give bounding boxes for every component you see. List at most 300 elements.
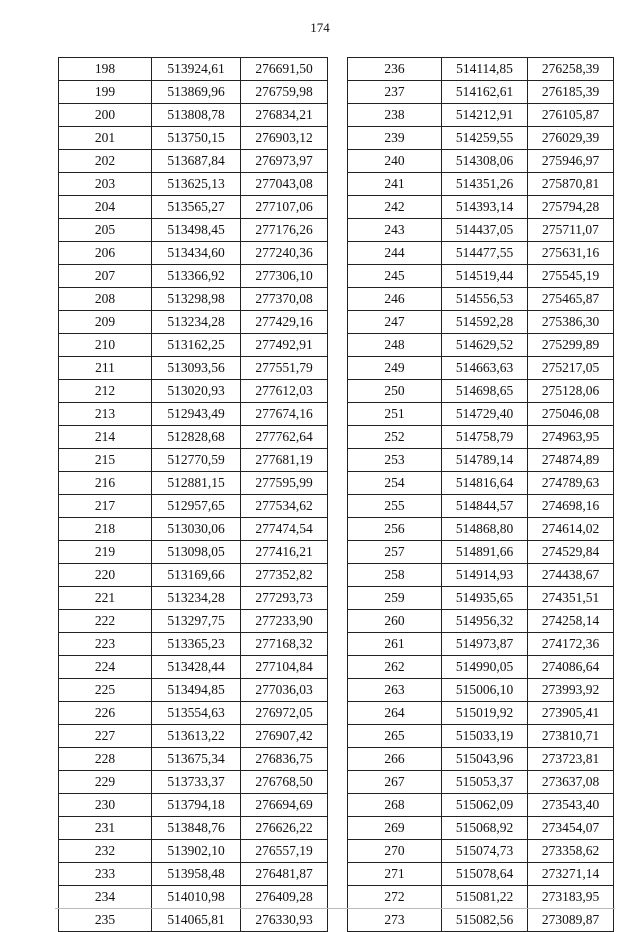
table-row bbox=[348, 81, 614, 104]
point-number-cell: 219 bbox=[59, 541, 152, 564]
y-coordinate-cell: 273905,41 bbox=[528, 702, 614, 725]
table-row bbox=[59, 265, 328, 288]
point-number-cell: 269 bbox=[348, 817, 442, 840]
x-coordinate-cell: 515033,19 bbox=[442, 725, 528, 748]
table-row bbox=[59, 242, 328, 265]
y-coordinate-cell: 277762,64 bbox=[241, 426, 328, 449]
x-coordinate-cell: 514308,06 bbox=[442, 150, 528, 173]
x-coordinate-cell: 514935,65 bbox=[442, 587, 528, 610]
table-left-body bbox=[59, 58, 328, 932]
y-coordinate-cell: 276258,39 bbox=[528, 58, 614, 81]
table-row bbox=[348, 495, 614, 518]
y-coordinate-cell: 275386,30 bbox=[528, 311, 614, 334]
y-coordinate-cell: 277370,08 bbox=[241, 288, 328, 311]
point-number-cell: 200 bbox=[59, 104, 152, 127]
y-coordinate-cell: 275545,19 bbox=[528, 265, 614, 288]
x-coordinate-cell: 513030,06 bbox=[152, 518, 241, 541]
point-number-cell: 254 bbox=[348, 472, 442, 495]
y-coordinate-cell: 273993,92 bbox=[528, 679, 614, 702]
y-coordinate-cell: 273637,08 bbox=[528, 771, 614, 794]
table-row bbox=[348, 610, 614, 633]
x-coordinate-cell: 513848,76 bbox=[152, 817, 241, 840]
table-row bbox=[59, 656, 328, 679]
x-coordinate-cell: 513162,25 bbox=[152, 334, 241, 357]
table-row bbox=[59, 472, 328, 495]
y-coordinate-cell: 277043,08 bbox=[241, 173, 328, 196]
table-row bbox=[348, 449, 614, 472]
point-number-cell: 238 bbox=[348, 104, 442, 127]
table-row bbox=[59, 817, 328, 840]
y-coordinate-cell: 275217,05 bbox=[528, 357, 614, 380]
table-row bbox=[348, 518, 614, 541]
table-row bbox=[59, 449, 328, 472]
x-coordinate-cell: 514212,91 bbox=[442, 104, 528, 127]
y-coordinate-cell: 274529,84 bbox=[528, 541, 614, 564]
x-coordinate-cell: 513366,92 bbox=[152, 265, 241, 288]
x-coordinate-cell: 512943,49 bbox=[152, 403, 241, 426]
table-row bbox=[348, 242, 614, 265]
point-number-cell: 216 bbox=[59, 472, 152, 495]
point-number-cell: 231 bbox=[59, 817, 152, 840]
table-row bbox=[348, 311, 614, 334]
x-coordinate-cell: 515078,64 bbox=[442, 863, 528, 886]
x-coordinate-cell: 513428,44 bbox=[152, 656, 241, 679]
x-coordinate-cell: 513498,45 bbox=[152, 219, 241, 242]
coordinates-table-right bbox=[347, 57, 614, 932]
y-coordinate-cell: 275946,97 bbox=[528, 150, 614, 173]
y-coordinate-cell: 277681,19 bbox=[241, 449, 328, 472]
x-coordinate-cell: 513093,56 bbox=[152, 357, 241, 380]
table-row bbox=[348, 219, 614, 242]
table-row bbox=[348, 472, 614, 495]
y-coordinate-cell: 275465,87 bbox=[528, 288, 614, 311]
table-row bbox=[59, 288, 328, 311]
y-coordinate-cell: 274614,02 bbox=[528, 518, 614, 541]
x-coordinate-cell: 513613,22 bbox=[152, 725, 241, 748]
x-coordinate-cell: 514114,85 bbox=[442, 58, 528, 81]
x-coordinate-cell: 514698,65 bbox=[442, 380, 528, 403]
point-number-cell: 270 bbox=[348, 840, 442, 863]
x-coordinate-cell: 513020,93 bbox=[152, 380, 241, 403]
table-row bbox=[59, 127, 328, 150]
point-number-cell: 226 bbox=[59, 702, 152, 725]
point-number-cell: 198 bbox=[59, 58, 152, 81]
x-coordinate-cell: 514393,14 bbox=[442, 196, 528, 219]
x-coordinate-cell: 514592,28 bbox=[442, 311, 528, 334]
y-coordinate-cell: 274351,51 bbox=[528, 587, 614, 610]
y-coordinate-cell: 277551,79 bbox=[241, 357, 328, 380]
point-number-cell: 220 bbox=[59, 564, 152, 587]
table-row bbox=[348, 679, 614, 702]
x-coordinate-cell: 513675,34 bbox=[152, 748, 241, 771]
y-coordinate-cell: 276557,19 bbox=[241, 840, 328, 863]
table-row bbox=[59, 81, 328, 104]
y-coordinate-cell: 276481,87 bbox=[241, 863, 328, 886]
table-row bbox=[59, 863, 328, 886]
table-row bbox=[59, 564, 328, 587]
point-number-cell: 237 bbox=[348, 81, 442, 104]
table-row bbox=[59, 495, 328, 518]
y-coordinate-cell: 277492,91 bbox=[241, 334, 328, 357]
x-coordinate-cell: 513869,96 bbox=[152, 81, 241, 104]
y-coordinate-cell: 276185,39 bbox=[528, 81, 614, 104]
table-row bbox=[59, 426, 328, 449]
y-coordinate-cell: 276973,97 bbox=[241, 150, 328, 173]
table-row bbox=[348, 104, 614, 127]
point-number-cell: 227 bbox=[59, 725, 152, 748]
table-row bbox=[59, 173, 328, 196]
x-coordinate-cell: 514259,55 bbox=[442, 127, 528, 150]
x-coordinate-cell: 514162,61 bbox=[442, 81, 528, 104]
y-coordinate-cell: 274698,16 bbox=[528, 495, 614, 518]
point-number-cell: 250 bbox=[348, 380, 442, 403]
point-number-cell: 251 bbox=[348, 403, 442, 426]
point-number-cell: 207 bbox=[59, 265, 152, 288]
x-coordinate-cell: 514990,05 bbox=[442, 656, 528, 679]
point-number-cell: 201 bbox=[59, 127, 152, 150]
y-coordinate-cell: 274963,95 bbox=[528, 426, 614, 449]
point-number-cell: 209 bbox=[59, 311, 152, 334]
x-coordinate-cell: 514477,55 bbox=[442, 242, 528, 265]
point-number-cell: 257 bbox=[348, 541, 442, 564]
point-number-cell: 228 bbox=[59, 748, 152, 771]
y-coordinate-cell: 275711,07 bbox=[528, 219, 614, 242]
point-number-cell: 245 bbox=[348, 265, 442, 288]
x-coordinate-cell: 514868,80 bbox=[442, 518, 528, 541]
y-coordinate-cell: 276330,93 bbox=[241, 909, 328, 932]
point-number-cell: 215 bbox=[59, 449, 152, 472]
x-coordinate-cell: 515074,73 bbox=[442, 840, 528, 863]
x-coordinate-cell: 515068,92 bbox=[442, 817, 528, 840]
point-number-cell: 211 bbox=[59, 357, 152, 380]
point-number-cell: 208 bbox=[59, 288, 152, 311]
y-coordinate-cell: 273543,40 bbox=[528, 794, 614, 817]
point-number-cell: 263 bbox=[348, 679, 442, 702]
point-number-cell: 266 bbox=[348, 748, 442, 771]
table-row bbox=[59, 633, 328, 656]
table-row bbox=[59, 679, 328, 702]
table-row bbox=[348, 288, 614, 311]
point-number-cell: 242 bbox=[348, 196, 442, 219]
table-row bbox=[348, 886, 614, 909]
x-coordinate-cell: 513234,28 bbox=[152, 587, 241, 610]
y-coordinate-cell: 276626,22 bbox=[241, 817, 328, 840]
x-coordinate-cell: 514973,87 bbox=[442, 633, 528, 656]
table-row bbox=[59, 357, 328, 380]
x-coordinate-cell: 514556,53 bbox=[442, 288, 528, 311]
page-number: 174 bbox=[310, 20, 330, 35]
y-coordinate-cell: 276972,05 bbox=[241, 702, 328, 725]
x-coordinate-cell: 514629,52 bbox=[442, 334, 528, 357]
y-coordinate-cell: 277416,21 bbox=[241, 541, 328, 564]
x-coordinate-cell: 513169,66 bbox=[152, 564, 241, 587]
y-coordinate-cell: 277293,73 bbox=[241, 587, 328, 610]
table-row bbox=[59, 380, 328, 403]
table-row bbox=[59, 886, 328, 909]
y-coordinate-cell: 277474,54 bbox=[241, 518, 328, 541]
x-coordinate-cell: 513298,98 bbox=[152, 288, 241, 311]
point-number-cell: 253 bbox=[348, 449, 442, 472]
x-coordinate-cell: 513924,61 bbox=[152, 58, 241, 81]
y-coordinate-cell: 273358,62 bbox=[528, 840, 614, 863]
y-coordinate-cell: 274172,36 bbox=[528, 633, 614, 656]
y-coordinate-cell: 276691,50 bbox=[241, 58, 328, 81]
y-coordinate-cell: 276759,98 bbox=[241, 81, 328, 104]
table-row bbox=[59, 702, 328, 725]
point-number-cell: 255 bbox=[348, 495, 442, 518]
point-number-cell: 268 bbox=[348, 794, 442, 817]
point-number-cell: 272 bbox=[348, 886, 442, 909]
x-coordinate-cell: 515082,56 bbox=[442, 909, 528, 932]
point-number-cell: 232 bbox=[59, 840, 152, 863]
table-row bbox=[348, 541, 614, 564]
table-row bbox=[348, 909, 614, 932]
table-row bbox=[59, 725, 328, 748]
x-coordinate-cell: 513494,85 bbox=[152, 679, 241, 702]
table-row bbox=[348, 587, 614, 610]
table-row bbox=[59, 311, 328, 334]
table-row bbox=[348, 173, 614, 196]
coordinates-table-left bbox=[58, 57, 328, 932]
y-coordinate-cell: 277674,16 bbox=[241, 403, 328, 426]
point-number-cell: 202 bbox=[59, 150, 152, 173]
point-number-cell: 217 bbox=[59, 495, 152, 518]
table-row bbox=[348, 564, 614, 587]
y-coordinate-cell: 273271,14 bbox=[528, 863, 614, 886]
point-number-cell: 234 bbox=[59, 886, 152, 909]
x-coordinate-cell: 514065,81 bbox=[152, 909, 241, 932]
table-row bbox=[59, 104, 328, 127]
table-row bbox=[59, 748, 328, 771]
y-coordinate-cell: 277429,16 bbox=[241, 311, 328, 334]
y-coordinate-cell: 276834,21 bbox=[241, 104, 328, 127]
y-coordinate-cell: 275046,08 bbox=[528, 403, 614, 426]
x-coordinate-cell: 513365,23 bbox=[152, 633, 241, 656]
y-coordinate-cell: 273183,95 bbox=[528, 886, 614, 909]
point-number-cell: 210 bbox=[59, 334, 152, 357]
y-coordinate-cell: 277306,10 bbox=[241, 265, 328, 288]
point-number-cell: 230 bbox=[59, 794, 152, 817]
x-coordinate-cell: 515006,10 bbox=[442, 679, 528, 702]
x-coordinate-cell: 515019,92 bbox=[442, 702, 528, 725]
x-coordinate-cell: 514956,32 bbox=[442, 610, 528, 633]
point-number-cell: 246 bbox=[348, 288, 442, 311]
y-coordinate-cell: 273810,71 bbox=[528, 725, 614, 748]
x-coordinate-cell: 513625,13 bbox=[152, 173, 241, 196]
point-number-cell: 273 bbox=[348, 909, 442, 932]
point-number-cell: 248 bbox=[348, 334, 442, 357]
table-row bbox=[59, 771, 328, 794]
y-coordinate-cell: 273454,07 bbox=[528, 817, 614, 840]
table-row bbox=[59, 403, 328, 426]
point-number-cell: 218 bbox=[59, 518, 152, 541]
point-number-cell: 223 bbox=[59, 633, 152, 656]
point-number-cell: 267 bbox=[348, 771, 442, 794]
point-number-cell: 212 bbox=[59, 380, 152, 403]
x-coordinate-cell: 515081,22 bbox=[442, 886, 528, 909]
table-row bbox=[348, 426, 614, 449]
y-coordinate-cell: 276768,50 bbox=[241, 771, 328, 794]
x-coordinate-cell: 513434,60 bbox=[152, 242, 241, 265]
y-coordinate-cell: 275631,16 bbox=[528, 242, 614, 265]
table-row bbox=[348, 265, 614, 288]
y-coordinate-cell: 275870,81 bbox=[528, 173, 614, 196]
point-number-cell: 224 bbox=[59, 656, 152, 679]
x-coordinate-cell: 514663,63 bbox=[442, 357, 528, 380]
point-number-cell: 203 bbox=[59, 173, 152, 196]
x-coordinate-cell: 514914,93 bbox=[442, 564, 528, 587]
point-number-cell: 240 bbox=[348, 150, 442, 173]
point-number-cell: 241 bbox=[348, 173, 442, 196]
point-number-cell: 243 bbox=[348, 219, 442, 242]
x-coordinate-cell: 512881,15 bbox=[152, 472, 241, 495]
table-row bbox=[348, 840, 614, 863]
table-row bbox=[348, 794, 614, 817]
point-number-cell: 236 bbox=[348, 58, 442, 81]
table-row bbox=[59, 587, 328, 610]
point-number-cell: 256 bbox=[348, 518, 442, 541]
table-row bbox=[348, 633, 614, 656]
table-row bbox=[59, 196, 328, 219]
x-coordinate-cell: 513750,15 bbox=[152, 127, 241, 150]
x-coordinate-cell: 514729,40 bbox=[442, 403, 528, 426]
x-coordinate-cell: 513794,18 bbox=[152, 794, 241, 817]
table-row bbox=[59, 840, 328, 863]
y-coordinate-cell: 276836,75 bbox=[241, 748, 328, 771]
x-coordinate-cell: 513297,75 bbox=[152, 610, 241, 633]
table-row bbox=[348, 863, 614, 886]
table-row bbox=[59, 58, 328, 81]
point-number-cell: 249 bbox=[348, 357, 442, 380]
x-coordinate-cell: 514519,44 bbox=[442, 265, 528, 288]
y-coordinate-cell: 276903,12 bbox=[241, 127, 328, 150]
y-coordinate-cell: 277036,03 bbox=[241, 679, 328, 702]
table-right-body bbox=[348, 58, 614, 932]
y-coordinate-cell: 277168,32 bbox=[241, 633, 328, 656]
point-number-cell: 259 bbox=[348, 587, 442, 610]
point-number-cell: 199 bbox=[59, 81, 152, 104]
x-coordinate-cell: 515062,09 bbox=[442, 794, 528, 817]
table-row bbox=[59, 541, 328, 564]
point-number-cell: 229 bbox=[59, 771, 152, 794]
table-row bbox=[59, 150, 328, 173]
y-coordinate-cell: 277107,06 bbox=[241, 196, 328, 219]
y-coordinate-cell: 274874,89 bbox=[528, 449, 614, 472]
y-coordinate-cell: 274438,67 bbox=[528, 564, 614, 587]
point-number-cell: 233 bbox=[59, 863, 152, 886]
y-coordinate-cell: 276694,69 bbox=[241, 794, 328, 817]
table-row bbox=[348, 357, 614, 380]
x-coordinate-cell: 512828,68 bbox=[152, 426, 241, 449]
y-coordinate-cell: 275128,06 bbox=[528, 380, 614, 403]
y-coordinate-cell: 276409,28 bbox=[241, 886, 328, 909]
point-number-cell: 213 bbox=[59, 403, 152, 426]
x-coordinate-cell: 514844,57 bbox=[442, 495, 528, 518]
table-row bbox=[59, 794, 328, 817]
x-coordinate-cell: 513687,84 bbox=[152, 150, 241, 173]
y-coordinate-cell: 277240,36 bbox=[241, 242, 328, 265]
x-coordinate-cell: 513565,27 bbox=[152, 196, 241, 219]
x-coordinate-cell: 513098,05 bbox=[152, 541, 241, 564]
y-coordinate-cell: 274789,63 bbox=[528, 472, 614, 495]
table-row bbox=[348, 380, 614, 403]
x-coordinate-cell: 513554,63 bbox=[152, 702, 241, 725]
x-coordinate-cell: 513808,78 bbox=[152, 104, 241, 127]
x-coordinate-cell: 514891,66 bbox=[442, 541, 528, 564]
table-row bbox=[348, 771, 614, 794]
y-coordinate-cell: 275299,89 bbox=[528, 334, 614, 357]
table-row bbox=[59, 334, 328, 357]
table-row bbox=[348, 150, 614, 173]
y-coordinate-cell: 276907,42 bbox=[241, 725, 328, 748]
x-coordinate-cell: 514816,64 bbox=[442, 472, 528, 495]
table-row bbox=[348, 656, 614, 679]
x-coordinate-cell: 513902,10 bbox=[152, 840, 241, 863]
point-number-cell: 225 bbox=[59, 679, 152, 702]
table-row bbox=[348, 748, 614, 771]
y-coordinate-cell: 277612,03 bbox=[241, 380, 328, 403]
y-coordinate-cell: 277104,84 bbox=[241, 656, 328, 679]
table-row bbox=[348, 702, 614, 725]
x-coordinate-cell: 514437,05 bbox=[442, 219, 528, 242]
table-row bbox=[348, 58, 614, 81]
x-coordinate-cell: 513958,48 bbox=[152, 863, 241, 886]
y-coordinate-cell: 277176,26 bbox=[241, 219, 328, 242]
point-number-cell: 252 bbox=[348, 426, 442, 449]
x-coordinate-cell: 513733,37 bbox=[152, 771, 241, 794]
point-number-cell: 247 bbox=[348, 311, 442, 334]
point-number-cell: 244 bbox=[348, 242, 442, 265]
x-coordinate-cell: 512770,59 bbox=[152, 449, 241, 472]
table-row bbox=[59, 219, 328, 242]
point-number-cell: 204 bbox=[59, 196, 152, 219]
x-coordinate-cell: 512957,65 bbox=[152, 495, 241, 518]
table-row bbox=[348, 196, 614, 219]
table-row bbox=[59, 610, 328, 633]
table-row bbox=[348, 725, 614, 748]
y-coordinate-cell: 276029,39 bbox=[528, 127, 614, 150]
point-number-cell: 264 bbox=[348, 702, 442, 725]
y-coordinate-cell: 277595,99 bbox=[241, 472, 328, 495]
point-number-cell: 260 bbox=[348, 610, 442, 633]
table-row bbox=[59, 909, 328, 932]
y-coordinate-cell: 276105,87 bbox=[528, 104, 614, 127]
point-number-cell: 235 bbox=[59, 909, 152, 932]
x-coordinate-cell: 514351,26 bbox=[442, 173, 528, 196]
y-coordinate-cell: 273089,87 bbox=[528, 909, 614, 932]
point-number-cell: 271 bbox=[348, 863, 442, 886]
point-number-cell: 265 bbox=[348, 725, 442, 748]
y-coordinate-cell: 277233,90 bbox=[241, 610, 328, 633]
table-row bbox=[348, 403, 614, 426]
x-coordinate-cell: 513234,28 bbox=[152, 311, 241, 334]
y-coordinate-cell: 277534,62 bbox=[241, 495, 328, 518]
table-row bbox=[348, 127, 614, 150]
y-coordinate-cell: 274258,14 bbox=[528, 610, 614, 633]
y-coordinate-cell: 274086,64 bbox=[528, 656, 614, 679]
y-coordinate-cell: 273723,81 bbox=[528, 748, 614, 771]
point-number-cell: 205 bbox=[59, 219, 152, 242]
point-number-cell: 261 bbox=[348, 633, 442, 656]
x-coordinate-cell: 514010,98 bbox=[152, 886, 241, 909]
table-row bbox=[348, 334, 614, 357]
page-bottom-rule bbox=[55, 908, 615, 909]
x-coordinate-cell: 515053,37 bbox=[442, 771, 528, 794]
point-number-cell: 221 bbox=[59, 587, 152, 610]
y-coordinate-cell: 277352,82 bbox=[241, 564, 328, 587]
point-number-cell: 239 bbox=[348, 127, 442, 150]
x-coordinate-cell: 514758,79 bbox=[442, 426, 528, 449]
